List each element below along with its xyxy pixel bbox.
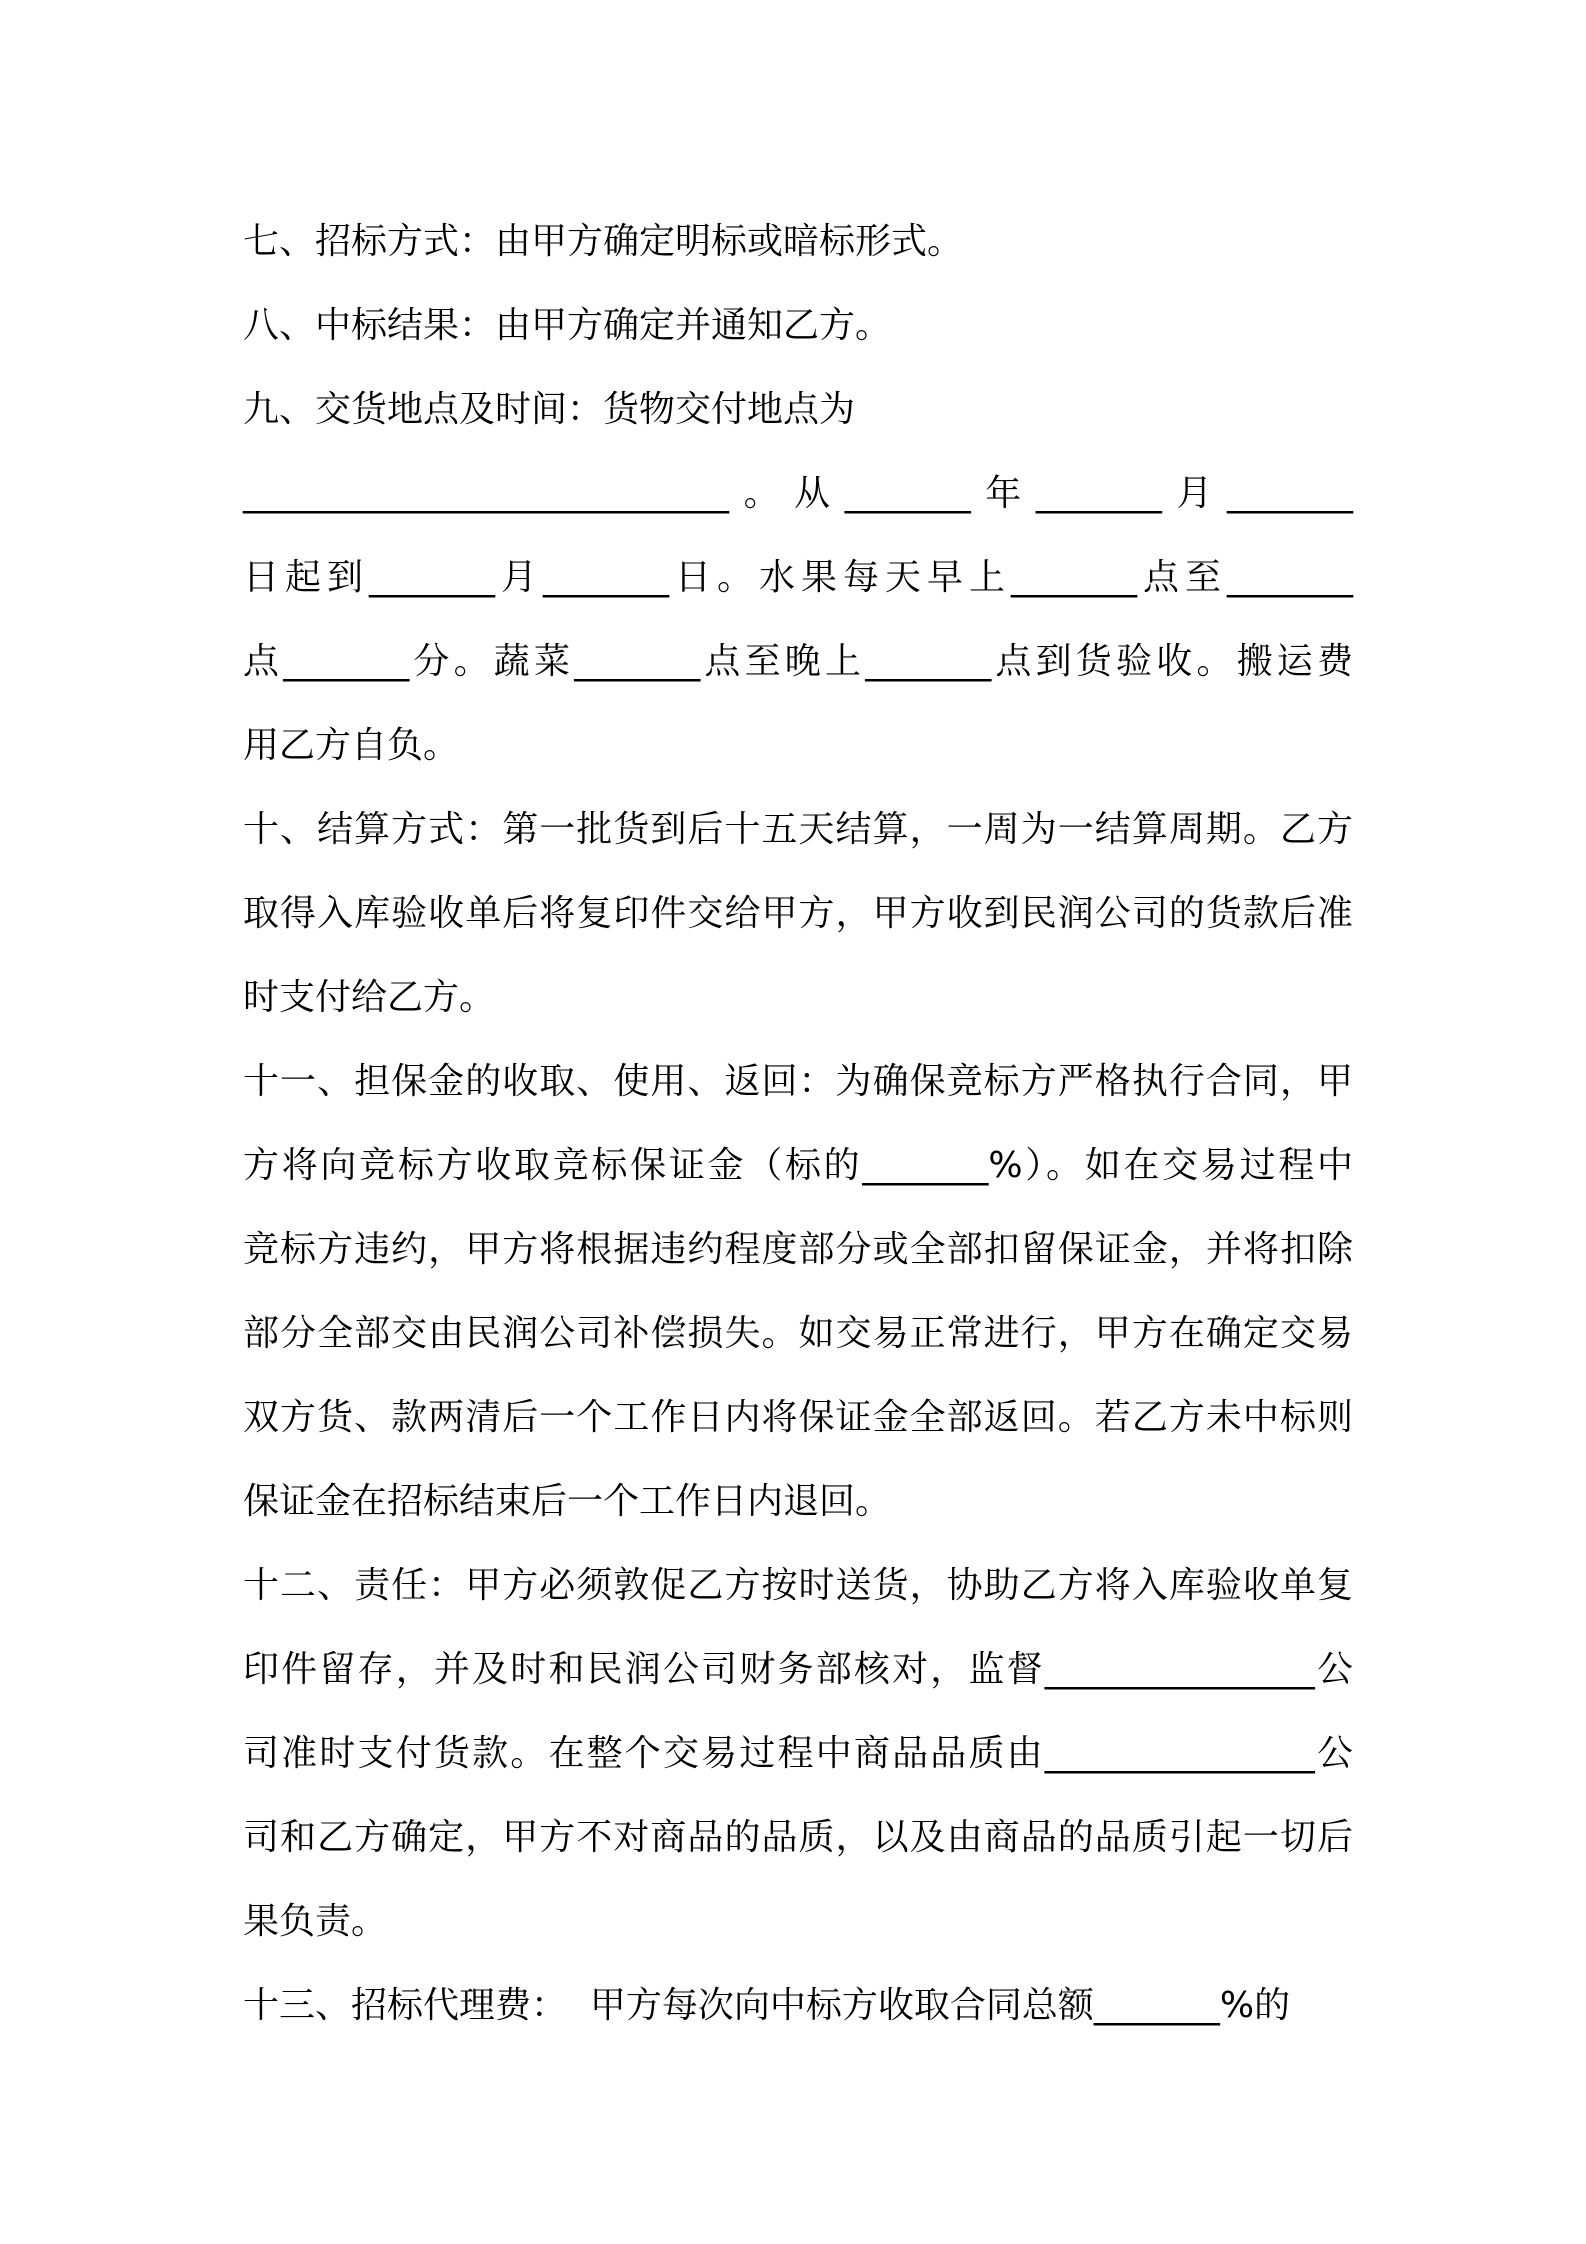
clause-12-line-1: 十二、责任：甲方必须敦促乙方按时送货，协助乙方将入库验收单复 <box>243 1565 1353 1606</box>
clause-9-line-3: 日起到_______月_______日。水果每天早上_______点至_______ <box>243 557 1353 598</box>
clause-9-line-2: ___________________________。从_______年_______月_______ <box>243 473 1353 514</box>
clause-9-line-5: 用乙方自负。 <box>243 725 460 766</box>
clause-12-line-3: 司准时支付货款。在整个交易过程中商品品质由_______________公 <box>243 1733 1353 1774</box>
clause-12-line-4: 司和乙方确定，甲方不对商品的品质，以及由商品的品质引起一切后 <box>243 1817 1353 1858</box>
clause-8-line: 八、中标结果：由甲方确定并通知乙方。 <box>243 305 892 346</box>
clause-12-line-2: 印件留存，并及时和民润公司财务部核对，监督_______________公 <box>243 1649 1353 1690</box>
clause-10-line-1: 十、结算方式：第一批货到后十五天结算，一周为一结算周期。乙方 <box>243 809 1353 850</box>
clause-9-line-4: 点_______分。蔬菜_______点至晚上_______点到货验收。搬运费 <box>243 641 1353 682</box>
document-body <box>243 200 1353 2048</box>
clause-11-line-6: 保证金在招标结束后一个工作日内退回。 <box>243 1481 892 1522</box>
clause-11-line-4: 部分全部交由民润公司补偿损失。如交易正常进行，甲方在确定交易 <box>243 1313 1353 1354</box>
clause-11-line-3: 竞标方违约，甲方将根据违约程度部分或全部扣留保证金，并将扣除 <box>243 1229 1353 1270</box>
clause-11-line-1: 十一、担保金的收取、使用、返回：为确保竞标方严格执行合同，甲 <box>243 1061 1353 1102</box>
clause-12-line-5: 果负责。 <box>243 1901 388 1942</box>
clause-11-line-2: 方将向竞标方收取竞标保证金（标的_______%）。如在交易过程中 <box>243 1145 1353 1186</box>
clause-10-line-2: 取得入库验收单后将复印件交给甲方，甲方收到民润公司的货款后准 <box>243 893 1353 934</box>
clause-13-line-1: 十三、招标代理费： 甲方每次向中标方收取合同总额_______%的 <box>243 1985 1291 2026</box>
clause-9-line-1: 九、交货地点及时间：货物交付地点为 <box>243 389 856 430</box>
clause-7-line: 七、招标方式：由甲方确定明标或暗标形式。 <box>243 221 964 262</box>
clause-11-line-5: 双方货、款两清后一个工作日内将保证金全部返回。若乙方未中标则 <box>243 1397 1353 1438</box>
clause-10-line-3: 时支付给乙方。 <box>243 977 496 1018</box>
